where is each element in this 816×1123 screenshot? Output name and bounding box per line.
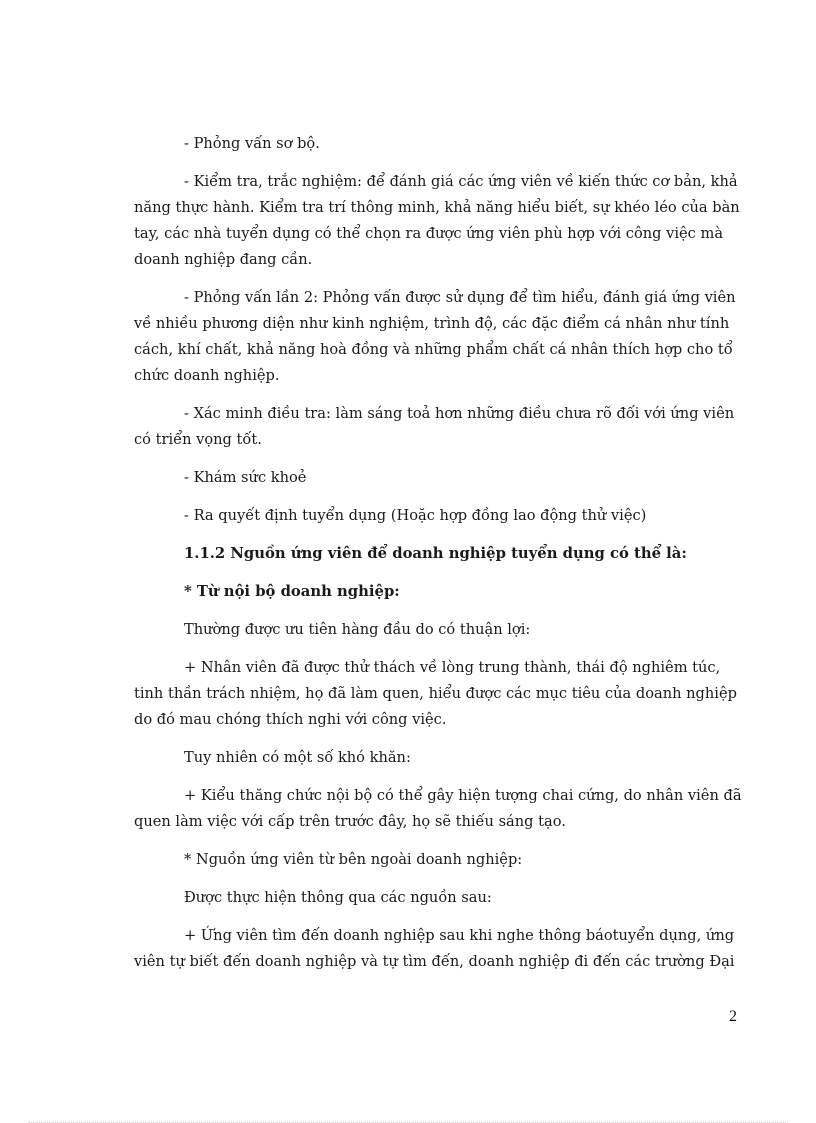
section-heading: 1.1.2 Nguồn ứng viên để doanh nghiệp tuyển dụng có thể là:: [184, 545, 687, 562]
body-paragraph: + Kiểu thăng chức nội bộ có thể gây hiện tượng chai cứng, do nhân viên đã quen làm việc với cấp trên trước đây, họ sẽ thiếu sáng tạo.: [134, 787, 742, 830]
body-paragraph: - Ra quyết định tuyển dụng (Hoặc hợp đồng lao động thử việc): [184, 507, 647, 524]
body-paragraph: + Nhân viên đã được thử thách về lòng trung thành, thái độ nghiêm túc, tinh thần trách nhiệm, họ đã làm quen, hiểu được các mục tiêu của doanh nghiệp do đó mau chóng thích nghi với công việc.: [134, 659, 737, 728]
body-paragraph: Thường được ưu tiên hàng đầu do có thuận lợi:: [184, 621, 531, 638]
body-paragraph: - Phỏng vấn sơ bộ.: [184, 135, 320, 152]
page-number: 2: [729, 1008, 737, 1025]
body-paragraph: - Phỏng vấn lần 2: Phỏng vấn được sử dụng để tìm hiểu, đánh giá ứng viên về nhiều phương diện như kinh nghiệm, trình độ, các đặc điểm cá nhân như tính cách, khí chất, khả năng hoà đồng và những phẩm chất cá nhân thích hợp cho tổ chức doanh nghiệp.: [134, 289, 736, 384]
body-paragraph: - Kiểm tra, trắc nghiệm: để đánh giá các ứng viên về kiến thức cơ bản, khả năng thực hành. Kiểm tra trí thông minh, khả năng hiểu biết, sự khéo léo của bàn tay, các nhà tuyển dụng có thể chọn ra được ứng viên phù hợp với công việc mà doanh nghiệp đang cần.: [134, 173, 740, 268]
body-paragraph: + Ứng viên tìm đến doanh nghiệp sau khi nghe thông báotuyển dụng, ứng viên tự biết đến doanh nghiệp và tự tìm đến, doanh nghiệp đi đến các trường Đại: [134, 927, 735, 970]
section-heading: * Từ nội bộ doanh nghiệp:: [184, 583, 400, 600]
body-paragraph: * Nguồn ứng viên từ bên ngoài doanh nghiệp:: [184, 851, 523, 868]
document-body: [134, 131, 742, 987]
body-paragraph: - Xác minh điều tra: làm sáng toả hơn những điều chưa rõ đối với ứng viên có triển vọng tốt.: [134, 405, 735, 448]
body-paragraph: Được thực hiện thông qua các nguồn sau:: [184, 889, 492, 906]
body-paragraph: Tuy nhiên có một số khó khăn:: [184, 749, 411, 766]
body-paragraph: - Khám sức khoẻ: [184, 469, 307, 486]
